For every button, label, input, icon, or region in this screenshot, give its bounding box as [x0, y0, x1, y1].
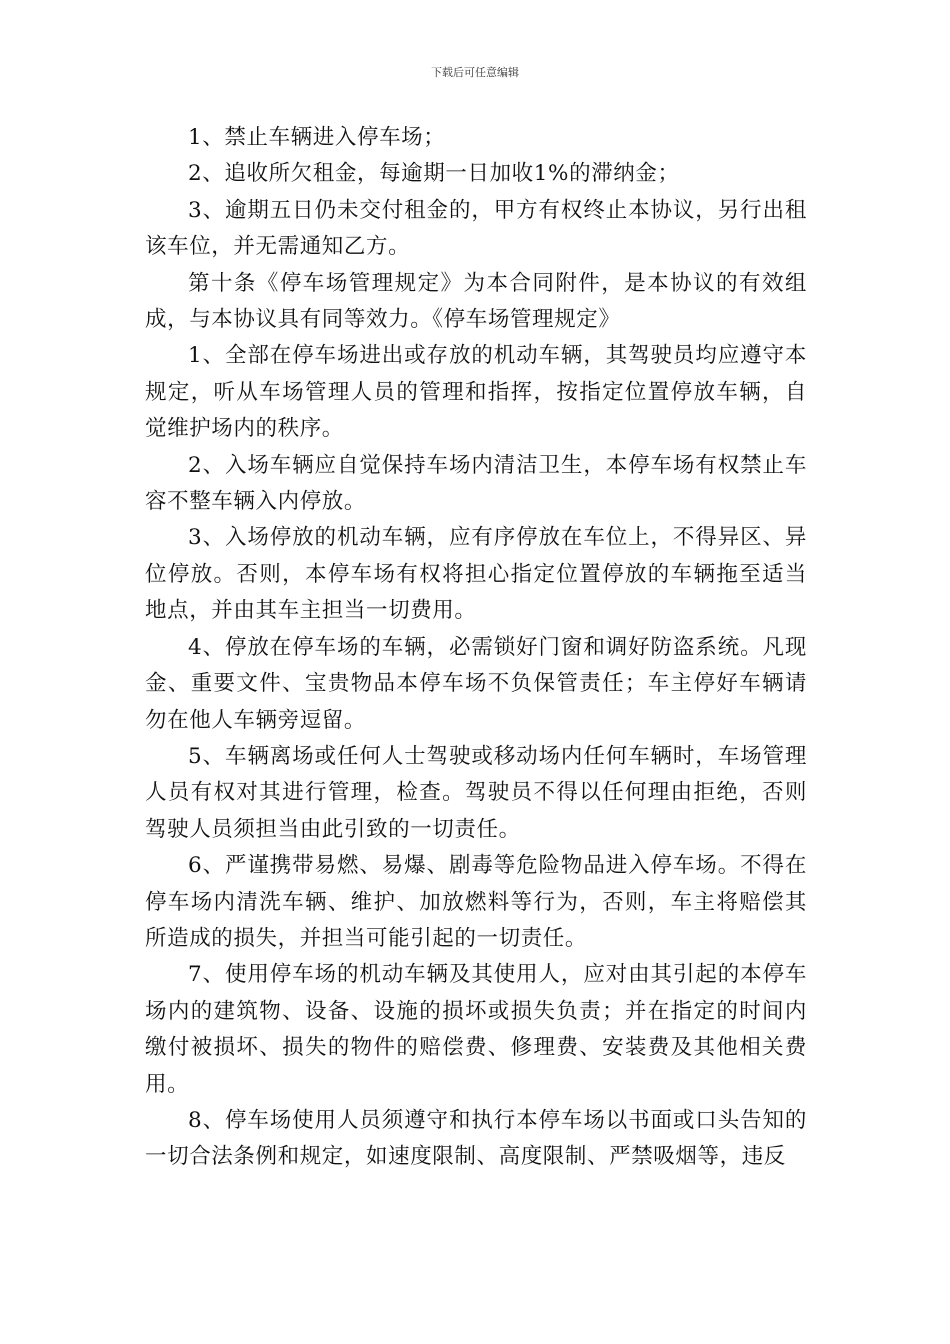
- document-body: [145, 120, 807, 1176]
- clause-paragraph: 1、禁止车辆进入停车场；: [188, 125, 446, 150]
- clause-paragraph: 2、追收所欠租金，每逾期一日加收1%的滞纳金；: [188, 161, 680, 187]
- clause-paragraph: 5、车辆离场或任何人士驾驶或移动场内任何车辆时，车场管理人员有权对其进行管理，检查。驾驶员不得以任何理由拒绝，否则驾驶人员须担当由此引致的一切责任。: [145, 743, 807, 842]
- clause-paragraph: 6、严谨携带易燃、易爆、剧毒等危险物品进入停车场。不得在停车场内清洗车辆、维护、加放燃料等行为，否则，车主将赔偿其所造成的损失，并担当可能引起的一切责任。: [145, 853, 807, 951]
- clause-paragraph: 4、停放在停车场的车辆，必需锁好门窗和调好防盗系统。凡现金、重要文件、宝贵物品本停车场不负保管责任；车主停好车辆请勿在他人车辆旁逗留。: [145, 634, 807, 733]
- clause-paragraph: 3、入场停放的机动车辆，应有序停放在车位上，不得异区、异位停放。否则，本停车场有权将担心指定位置停放的车辆拖至适当地点，并由其车主担当一切费用。: [145, 525, 807, 624]
- page-header: 下载后可任意编辑: [431, 66, 519, 79]
- clause-paragraph: 7、使用停车场的机动车辆及其使用人，应对由其引起的本停车场内的建筑物、设备、设施的损坏或损失负责；并在指定的时间内缴付被损坏、损失的物件的赔偿费、修理费、安装费及其他相关费用。: [145, 962, 807, 1097]
- clause-paragraph: 3、逾期五日仍未交付租金的，甲方有权终止本协议，另行出租该车位，并无需通知乙方。: [145, 197, 807, 260]
- clause-paragraph: 2、入场车辆应自觉保持车场内清洁卫生，本停车场有权禁止车容不整车辆入内停放。: [145, 452, 807, 515]
- clause-paragraph: 1、全部在停车场进出或存放的机动车辆，其驾驶员均应遵守本规定，听从车场管理人员的管理和指挥，按指定位置停放车辆，自觉维护场内的秩序。: [145, 343, 807, 442]
- clause-paragraph: 8、停车场使用人员须遵守和执行本停车场以书面或口头告知的一切合法条例和规定，如速度限制、高度限制、严禁吸烟等，违反: [145, 1107, 807, 1170]
- article-paragraph: 第十条《停车场管理规定》为本合同附件，是本协议的有效组成，与本协议具有同等效力。《停车场管理规定》: [145, 270, 807, 333]
